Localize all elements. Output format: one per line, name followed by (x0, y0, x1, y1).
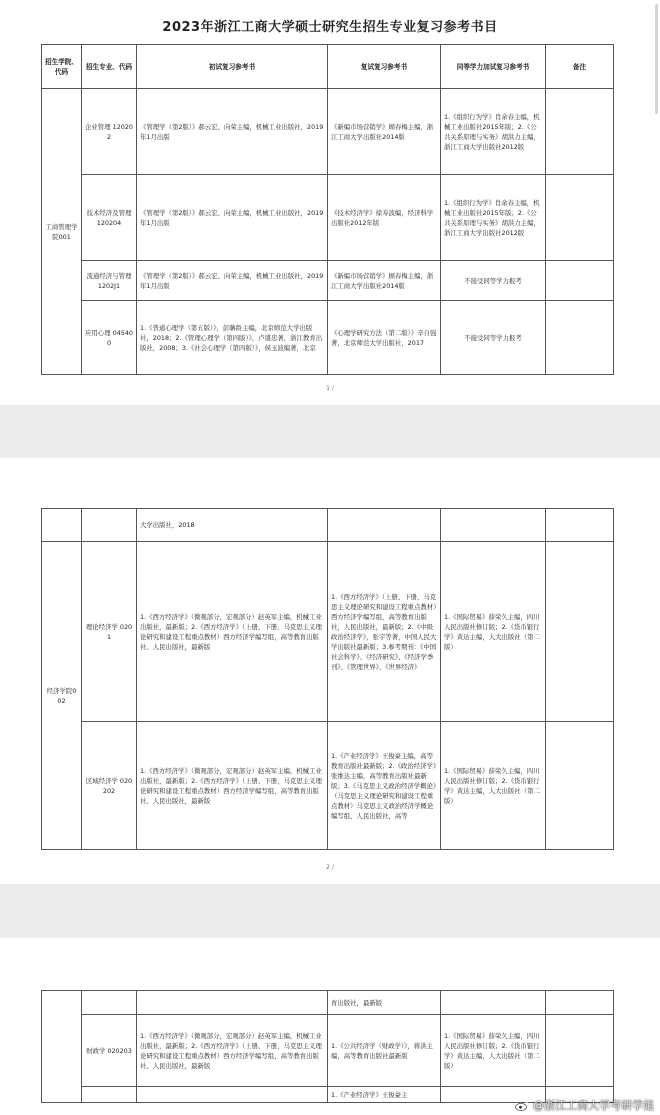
note-cell (546, 991, 614, 1015)
initial-cell: 《管理学（第2版）》郝云宏、向荣主编，机械工业出版社，2019年1月出版 (137, 261, 328, 301)
retest-cell: 《技术经济学》徐寿波编，经济科学出版社2012年版 (328, 175, 441, 261)
initial-cell: 《管理学（第2版）》郝云宏、向荣主编，机械工业出版社，2019年1月出版 (137, 175, 328, 261)
page-number: 1 / (326, 385, 334, 392)
document-page-2 (0, 458, 660, 884)
table-row (42, 542, 614, 722)
header-note: 备注 (546, 45, 614, 89)
document-page-1 (0, 0, 660, 405)
note-cell (546, 261, 614, 301)
equiv-cell: 1.《组织行为学》肖余春主编，机械工业出版社2015年版；2.《公共关系原理与实务》胡洪力主编，浙江工商大学出版社2012版 (441, 89, 546, 175)
major-cell: 流通经济与管理 1202J1 (82, 261, 137, 301)
weibo-icon (515, 1100, 529, 1111)
note-cell (546, 301, 614, 375)
equiv-cell: 1.《国际贸易》薛荣久主编，四川人民出版社修订版；2.《货币银行学》黄达主编，人大出版社（第二版） (441, 542, 546, 722)
initial-cell: 1.《普通心理学（第五版）》，彭聃龄主编，北京师范大学出版社，2018；2.《管理心理学（第四版）》，卢盛忠著，浙江教育出版社，2008；3.《社会心理学（第四版）》，侯玉波编著，北京 (137, 301, 328, 375)
major-cell: 财政学 020203 (82, 1015, 137, 1087)
initial-cell: 大学出版社，2018 (137, 509, 328, 542)
watermark-text: @浙江工商大学考研学姐 (533, 1099, 654, 1112)
retest-cell: 1.《公共经济学（财政学）》，蒋洪主编，高等教育出版社最新版 (328, 1015, 441, 1087)
retest-cell: 《心理学研究方法（第二版）》辛自强著，北京师范大学出版社，2017 (328, 301, 441, 375)
major-cell: 区域经济学 020202 (82, 722, 137, 850)
equiv-cell (441, 991, 546, 1015)
header-equiv: 同等学力加试复习参考书 (441, 45, 546, 89)
note-cell (546, 722, 614, 850)
reference-table-page-1 (41, 44, 614, 375)
table-row (42, 991, 614, 1015)
major-cell: 企业管理 120202 (82, 89, 137, 175)
equiv-cell: 1.《组织行为学》肖余春主编，机械工业出版社2015年版；2.《公共关系原理与实务》胡洪力主编，浙江工商大学出版社2012版 (441, 175, 546, 261)
table-header-row (42, 45, 614, 89)
note-cell (546, 89, 614, 175)
initial-cell: 1.《西方经济学》（微观部分，宏观部分）赵英军主编，机械工业出版社，最新版；2.《西方经济学》（上册、下册，马克思主义理论研究和建设工程重点教材）西方经济学编写组，高等教育出版社、人民出版社，最新版 (137, 1015, 328, 1087)
equiv-cell: 1.《国际贸易》薛荣久主编，四川人民出版社修订版；2.《货币银行学》黄达主编，人大出版社（第二版） (441, 1015, 546, 1087)
table-row (42, 722, 614, 850)
equiv-cell: 不接受同等学力报考 (441, 261, 546, 301)
major-cell: 技术经济及管理 120204 (82, 175, 137, 261)
initial-cell (137, 1087, 328, 1103)
note-cell (546, 509, 614, 542)
page-number: 2 / (326, 864, 334, 871)
reference-table-page-2 (41, 508, 614, 850)
table-row (42, 1015, 614, 1087)
header-retest: 复试复习参考书 (328, 45, 441, 89)
document-page-3 (0, 938, 660, 1115)
table-row (42, 509, 614, 542)
equiv-cell: 1.《国际贸易》薛荣久主编，四川人民出版社修订版；2.《货币银行学》黄达主编，人大出版社（第二版） (441, 722, 546, 850)
college-cell (42, 509, 82, 542)
retest-cell: 育出版社，最新版 (328, 991, 441, 1015)
equiv-cell (441, 509, 546, 542)
initial-cell: 《管理学（第2版）》郝云宏、向荣主编，机械工业出版社，2019年1月出版 (137, 89, 328, 175)
table-row (42, 175, 614, 261)
retest-cell (328, 509, 441, 542)
page-title: 2023年浙江工商大学硕士研究生招生专业复习参考书目 (162, 20, 498, 35)
initial-cell (137, 991, 328, 1015)
watermark (515, 1097, 654, 1113)
college-cell (42, 991, 82, 1103)
initial-cell: 1.《西方经济学》（微观部分，宏观部分）赵英军主编，机械工业出版社，最新版；2.《西方经济学》（上册、下册，马克思主义理论研究和建设工程重点教材）西方经济学编写组，高等教育出版社、人民出版社，最新版 (137, 722, 328, 850)
major-cell (82, 509, 137, 542)
major-cell (82, 991, 137, 1015)
table-row (42, 261, 614, 301)
note-cell (546, 175, 614, 261)
initial-cell: 1.《西方经济学》（微观部分，宏观部分）赵英军主编，机械工业出版社，最新版；2.《西方经济学》（上册、下册，马克思主义理论研究和建设工程重点教材）西方经济学编写组，高等教育出版社、人民出版社，最新版 (137, 542, 328, 722)
retest-cell: 1.《西方经济学》（上册、下册，马克思主义理论研究和建设工程重点教材）西方经济学编写组，高等教育出版社，人民出版社，最新版；2.《中级政治经济学》，张宇等著，中国人民大学出版社最新版；3.参考期刊：《中国社会科学》、《经济研究》、《经济学季刊》、《管理世界》、《世界经济》 (328, 542, 441, 722)
header-college: 招生学院、代码 (42, 45, 82, 89)
table-row (42, 301, 614, 375)
college-cell: 经济学院002 (42, 542, 82, 850)
reference-table-page-3 (41, 990, 614, 1103)
header-initial: 初试复习参考书 (137, 45, 328, 89)
retest-cell: 1.《产业经济学》王俊豪主 (328, 1087, 441, 1103)
retest-cell: 《新编市场营销学》顾春梅主编，浙江工商大学出版社2014版 (328, 261, 441, 301)
header-major: 招生专业、代码 (82, 45, 137, 89)
equiv-cell: 不接受同等学力报考 (441, 301, 546, 375)
table-row (42, 89, 614, 175)
retest-cell: 《新编市场营销学》顾春梅主编，浙江工商大学出版社2014版 (328, 89, 441, 175)
note-cell (546, 542, 614, 722)
major-cell (82, 1087, 137, 1103)
college-cell: 工商管理学院001 (42, 89, 82, 375)
note-cell (546, 1015, 614, 1087)
retest-cell: 1.《产业经济学》王俊豪主编，高等教育出版社最新版；2.《政治经济学》张维达主编，高等教育出版社最新版；3.《马克思主义政治经济学概论》（马克思主义理论研究和建设工程重点教材）马克思主义政治经济学概论编写组，人民出版社，高等 (328, 722, 441, 850)
major-cell: 应用心理 045400 (82, 301, 137, 375)
major-cell: 理论经济学 0201 (82, 542, 137, 722)
